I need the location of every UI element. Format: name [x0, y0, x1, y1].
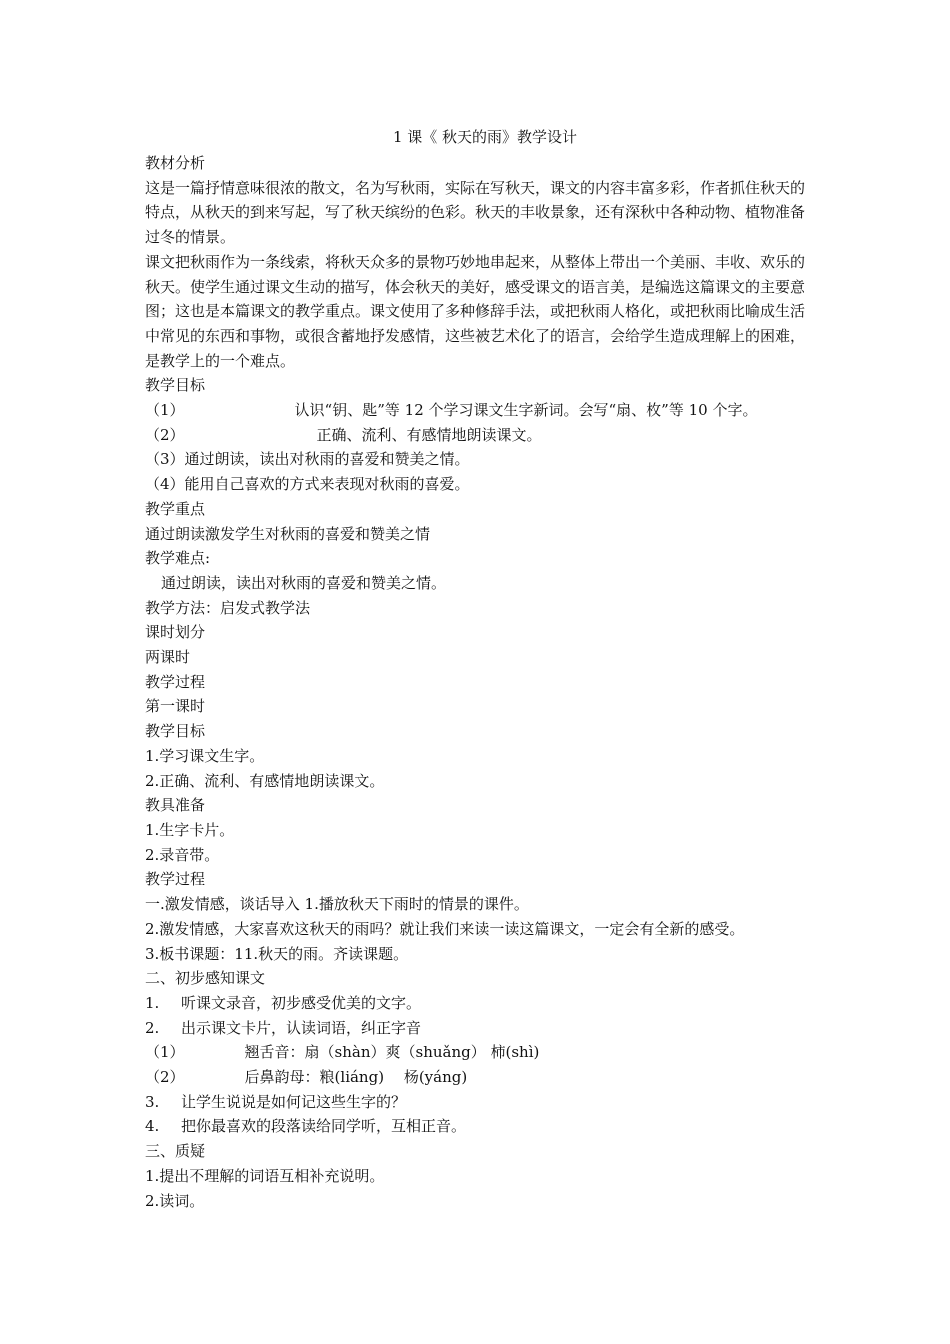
perceive-item	[145, 1090, 805, 1115]
pronounce-item	[145, 1065, 805, 1090]
process-heading-2: 教学过程	[145, 870, 206, 889]
step-item: 3.板书课题：11.秋天的雨。齐读课题。	[145, 944, 409, 963]
item-number: 3.	[145, 1092, 160, 1111]
item-number: 4.	[145, 1117, 160, 1136]
goal-item: （4）能用自己喜欢的方式来表现对秋雨的喜爱。	[145, 475, 470, 494]
lesson-goal-item: 1.学习课文生字。	[145, 746, 265, 765]
lesson-goals-heading: 教学目标	[145, 722, 206, 741]
item-text: 把你最喜欢的段落读给同学听，互相正音。	[181, 1117, 467, 1136]
perceive-item	[145, 1016, 805, 1041]
item-text: 出示课文卡片，认读词语，纠正字音	[181, 1018, 422, 1037]
focus-heading: 教学重点	[145, 499, 206, 518]
item-text: 让学生说说是如何记这些生字的？	[181, 1092, 407, 1111]
item-text: 后鼻韵母：粮(liáng) 杨(yáng)	[244, 1068, 468, 1087]
goal-number: （1）	[145, 401, 185, 420]
tools-heading: 教具准备	[145, 796, 206, 815]
goal-item	[145, 423, 805, 448]
focus-text: 通过朗读激发学生对秋雨的喜爱和赞美之情	[145, 524, 431, 543]
goal-text: 认识“钥、匙”等 12 个学习课文生字新词。会写“扇、枚”等 10 个字。	[294, 401, 758, 420]
lesson-goal-item: 2.正确、流利、有感情地朗读课文。	[145, 771, 385, 790]
goal-item	[145, 398, 805, 423]
tool-item: 1.生字卡片。	[145, 820, 235, 839]
tool-item: 2.录音带。	[145, 845, 220, 864]
difficulty-heading: 教学难点:	[145, 549, 211, 568]
item-number: （1）	[145, 1043, 185, 1062]
step-item: 一.激发情感，谈话导入 1.播放秋天下雨时的情景的课件。	[145, 895, 529, 914]
page-title: 1 课《 秋天的雨》教学设计	[392, 128, 578, 146]
goals-heading: 教学目标	[145, 376, 206, 395]
difficulty-text: 通过朗读，读出对秋雨的喜爱和赞美之情。	[161, 573, 447, 592]
question-heading: 三、质疑	[145, 1142, 206, 1161]
process-heading: 教学过程	[145, 672, 206, 691]
goal-number: （2）	[145, 425, 185, 444]
method-text: 教学方法：启发式教学法	[145, 598, 311, 617]
goal-text: 正确、流利、有感情地朗读课文。	[316, 425, 542, 444]
lesson-one-heading: 第一课时	[145, 697, 206, 716]
goal-item: （3）通过朗读，读出对秋雨的喜爱和赞美之情。	[145, 450, 470, 469]
item-text: 听课文录音，初步感受优美的文字。	[181, 993, 422, 1012]
question-item: 2.读词。	[145, 1191, 205, 1210]
step-item: 二、初步感知课文	[145, 969, 266, 988]
schedule-text: 两课时	[145, 648, 191, 667]
item-number: （2）	[145, 1068, 185, 1087]
item-text: 翘舌音：扇（shàn）爽（shuǎng） 柿(shì)	[244, 1043, 540, 1062]
perceive-item	[145, 991, 805, 1016]
analysis-paragraph-2: 课文把秋雨作为一条线索，将秋天众多的景物巧妙地串起来，从整体上带出一个美丽、丰收、欢乐的秋天。使学生通过课文生动的描写，体会秋天的美好，感受课文的语言美，是编选这篇课文的主要意图；这也是本篇课文的教学重点。课文使用了多种修辞手法，或把秋雨人格化，或把秋雨比喻成生活中常见的东西和事物，或很含蓄地抒发感情，这些被艺术化了的语言，会给学生造成理解上的困难，是教学上的一个难点。	[145, 252, 806, 370]
perceive-item	[145, 1114, 805, 1139]
item-number: 2.	[145, 1018, 160, 1037]
question-item: 1.提出不理解的词语互相补充说明。	[145, 1166, 385, 1185]
item-number: 1.	[145, 993, 160, 1012]
step-item: 2.激发情感，大家喜欢这秋天的雨吗？就让我们来读一读这篇课文，一定会有全新的感受。	[145, 919, 745, 938]
document-page	[145, 125, 805, 1213]
pronounce-item	[145, 1040, 805, 1065]
analysis-heading: 教材分析	[145, 154, 206, 172]
analysis-paragraph-1: 这是一篇抒情意味很浓的散文，名为写秋雨，实际在写秋天，课文的内容丰富多彩，作者抓住秋天的特点，从秋天的到来写起，写了秋天缤纷的色彩。秋天的丰收景象，还有深秋中各种动物、植物准备过冬的情景。	[145, 178, 806, 247]
schedule-heading: 课时划分	[145, 623, 206, 642]
